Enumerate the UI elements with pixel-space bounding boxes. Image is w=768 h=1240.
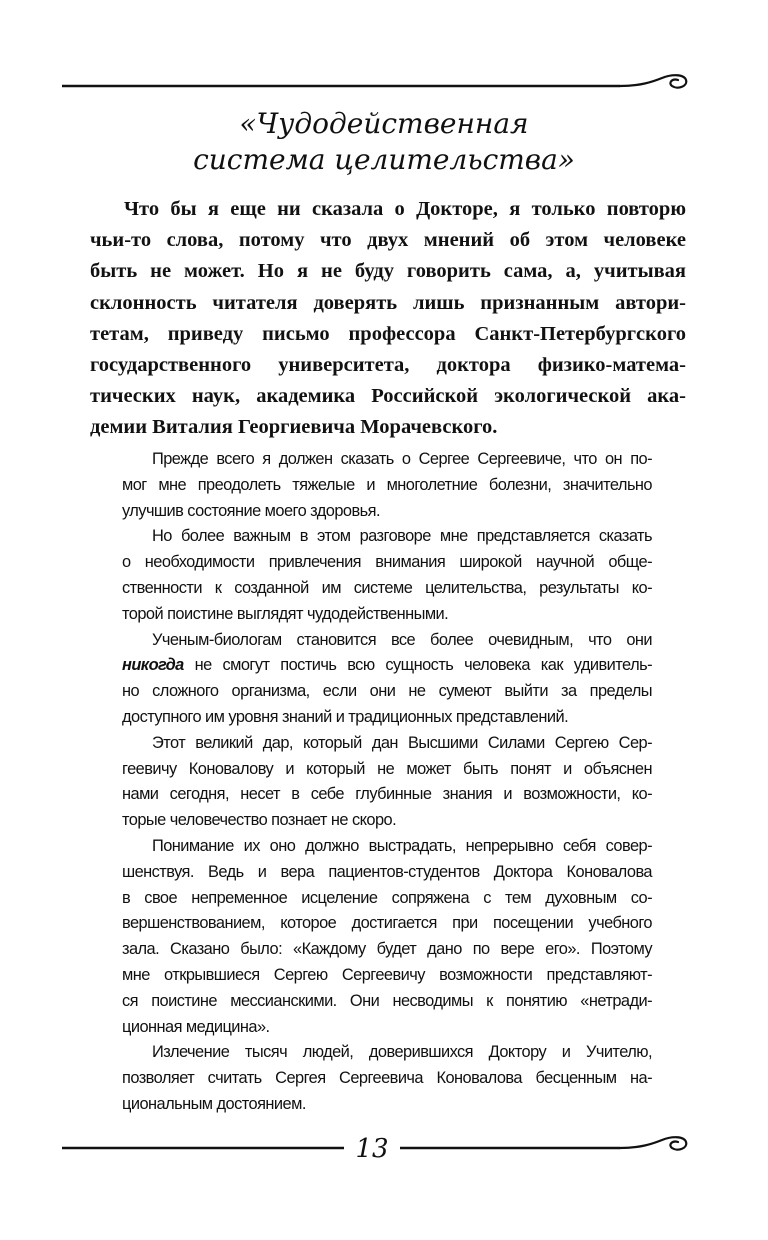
letter-line-text: не смогут постичь всю сущность человека как удивитель-	[183, 656, 652, 675]
letter-line	[122, 653, 652, 679]
letter-line: улучшив состояние моего здоровья.	[122, 501, 380, 520]
letter-paragraph-6	[122, 1040, 652, 1117]
letter-line: мне открывшиеся Сергею Сергеевичу возможности представляют-	[122, 965, 652, 984]
page-number: 13	[344, 1132, 400, 1166]
quoted-letter	[122, 447, 652, 1118]
letter-line: вершенствованием, которое достигается при посещении учебного	[122, 914, 652, 933]
intro-line: тических наук, академика Российской экологической ака-	[90, 385, 686, 408]
chapter-title-line-1: «Чудодейственная	[239, 107, 529, 140]
letter-line: позволяет считать Сергея Сергеевича Коновалова бесценным на-	[122, 1069, 652, 1088]
letter-line: зала. Сказано было: «Каждому будет дано по вере его». Поэтому	[122, 940, 652, 959]
letter-line: торой поистине выглядят чудодейственными.	[122, 604, 449, 623]
top-ornament-rule	[0, 68, 768, 108]
chapter-title-line-2: система целительства»	[193, 143, 575, 176]
intro-line: тетам, приведу письмо профессора Санкт-Петербургского	[90, 322, 686, 345]
letter-paragraph-3	[122, 628, 652, 731]
letter-line: шенствуя. Ведь и вера пациентов-студентов Доктора Коновалова	[122, 862, 652, 881]
letter-line: о необходимости привлечения внимания широкой научной обще-	[122, 553, 652, 572]
intro-line: склонность читателя доверять лишь признанным автори-	[90, 291, 686, 314]
letter-line: ционная медицина».	[122, 1017, 270, 1036]
intro-line: Что бы я еще ни сказала о Докторе, я только повторю	[124, 198, 686, 220]
letter-line: Этот великий дар, который дан Высшими Силами Сергею Сер-	[152, 733, 652, 752]
intro-line: государственного университета, доктора физико-матема-	[90, 354, 686, 377]
letter-line: Прежде всего я должен сказать о Сергее Сергеевиче, что он по-	[152, 450, 652, 468]
letter-line: Излечение тысяч людей, доверившихся Доктору и Учителю,	[152, 1043, 652, 1062]
letter-line: нами сегодня, несет в себе глубинные знания и возможности, ко-	[122, 785, 652, 804]
chapter-title	[100, 106, 668, 178]
letter-line: Понимание их оно должно выстрадать, непрерывно себя совер-	[152, 836, 652, 855]
letter-line: циональным достоянием.	[122, 1094, 306, 1113]
intro-paragraph	[90, 194, 686, 444]
letter-paragraph-5	[122, 834, 652, 1040]
emphasis-word: никогда	[122, 656, 184, 675]
letter-line: но сложного организма, если они не сумеют выйти за пределы	[122, 682, 652, 701]
letter-line: геевичу Коновалову и который не может быть понят и объяснен	[122, 759, 652, 778]
letter-paragraph-2	[122, 524, 652, 627]
letter-line: Ученым-биологам становится все более очевидным, что они	[152, 630, 652, 649]
letter-line: торые человечество познает не скоро.	[122, 811, 397, 830]
letter-line: ственности к созданной им системе целительства, результаты ко-	[122, 578, 652, 597]
letter-paragraph-4	[122, 731, 652, 834]
letter-paragraph-1	[122, 447, 652, 524]
intro-line: быть не может. Но я не буду говорить сама, а, учитывая	[90, 260, 686, 283]
letter-line: ся поистине мессианскими. Они несводимы к понятию «нетради-	[122, 991, 652, 1010]
letter-line: мог мне преодолеть тяжелые и многолетние болезни, значительно	[122, 475, 652, 494]
intro-line: чьи-то слова, потому что двух мнений об этом человеке	[90, 229, 686, 252]
letter-line: в свое непременное исцеление сопряжена с тем духовным со-	[122, 888, 652, 907]
letter-line: доступного им уровня знаний и традиционных представлений.	[122, 707, 569, 726]
intro-line: демии Виталия Георгиевича Морачевского.	[90, 416, 498, 439]
letter-line: Но более важным в этом разговоре мне представляется сказать	[152, 527, 652, 546]
